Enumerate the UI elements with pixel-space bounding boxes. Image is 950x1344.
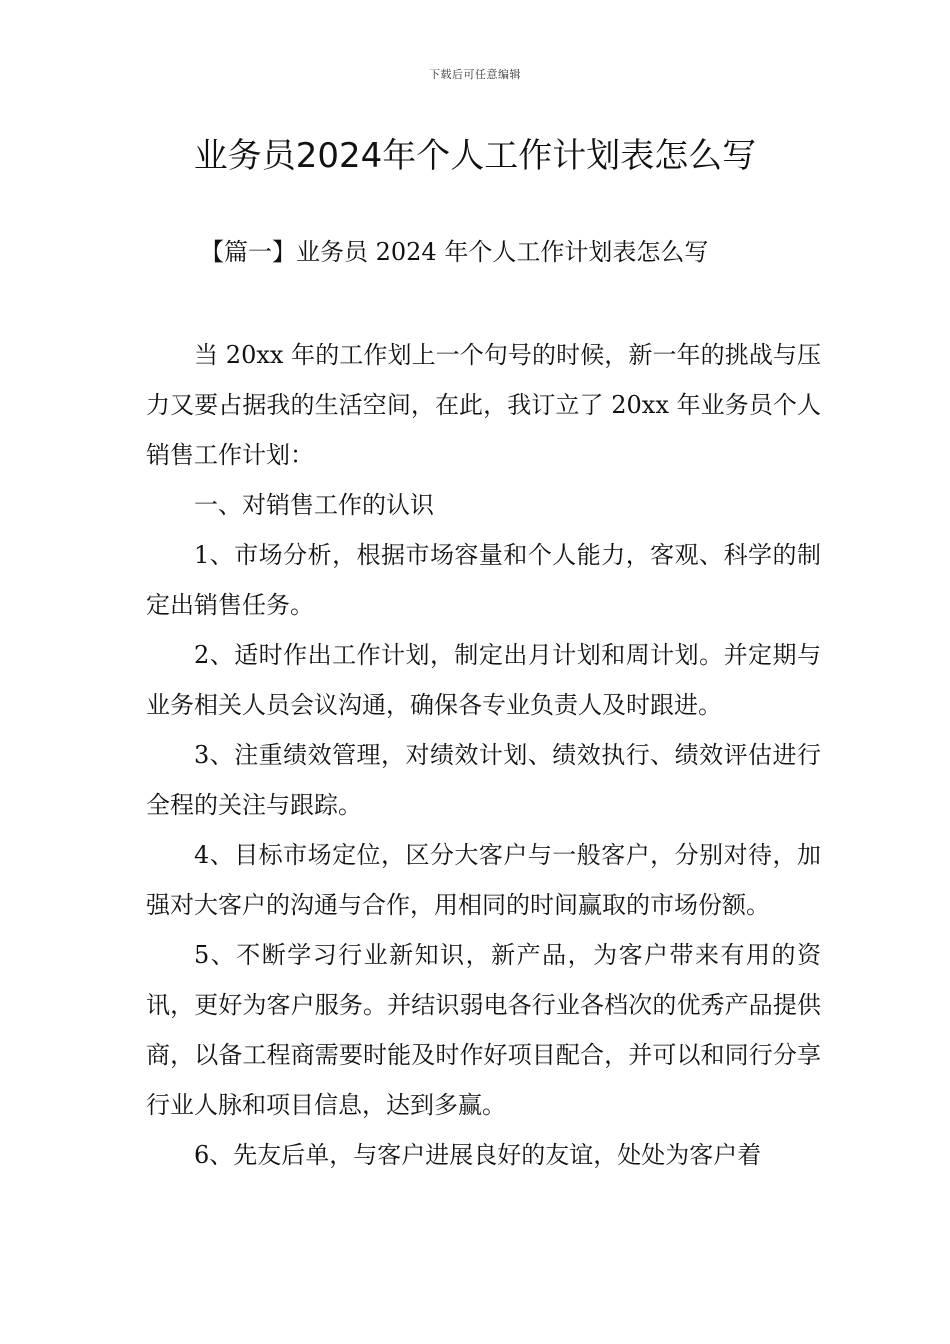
paragraph: 1、市场分析，根据市场容量和个人能力，客观、科学的制定出销售任务。 xyxy=(146,541,821,619)
section-title: 【篇一】业务员 2024 年个人工作计划表怎么写 xyxy=(200,238,709,266)
paragraph: 当 20xx 年的工作划上一个句号的时候，新一年的挑战与压力又要占据我的生活空间，在此，我订立了 20xx 年业务员个人销售工作计划： xyxy=(146,341,821,469)
paragraph: 一、对销售工作的认识 xyxy=(194,491,434,519)
header-note: 下载后可任意编辑 xyxy=(429,68,521,81)
paragraph: 6、先友后单，与客户进展良好的友谊，处处为客户着 xyxy=(194,1141,762,1169)
document-body xyxy=(146,330,821,1180)
document-title: 业务员2024年个人工作计划表怎么写 xyxy=(193,136,757,176)
paragraph: 4、目标市场定位，区分大客户与一般客户，分别对待，加强对大客户的沟通与合作，用相同的时间赢取的市场份额。 xyxy=(146,841,821,919)
paragraph: 5、不断学习行业新知识，新产品，为客户带来有用的资讯，更好为客户服务。并结识弱电各行业各档次的优秀产品提供商，以备工程商需要时能及时作好项目配合，并可以和同行分享行业人脉和项目信息，达到多赢。 xyxy=(146,941,821,1119)
paragraph: 2、适时作出工作计划，制定出月计划和周计划。并定期与业务相关人员会议沟通，确保各专业负责人及时跟进。 xyxy=(146,641,821,719)
paragraph: 3、注重绩效管理，对绩效计划、绩效执行、绩效评估进行全程的关注与跟踪。 xyxy=(146,741,821,819)
